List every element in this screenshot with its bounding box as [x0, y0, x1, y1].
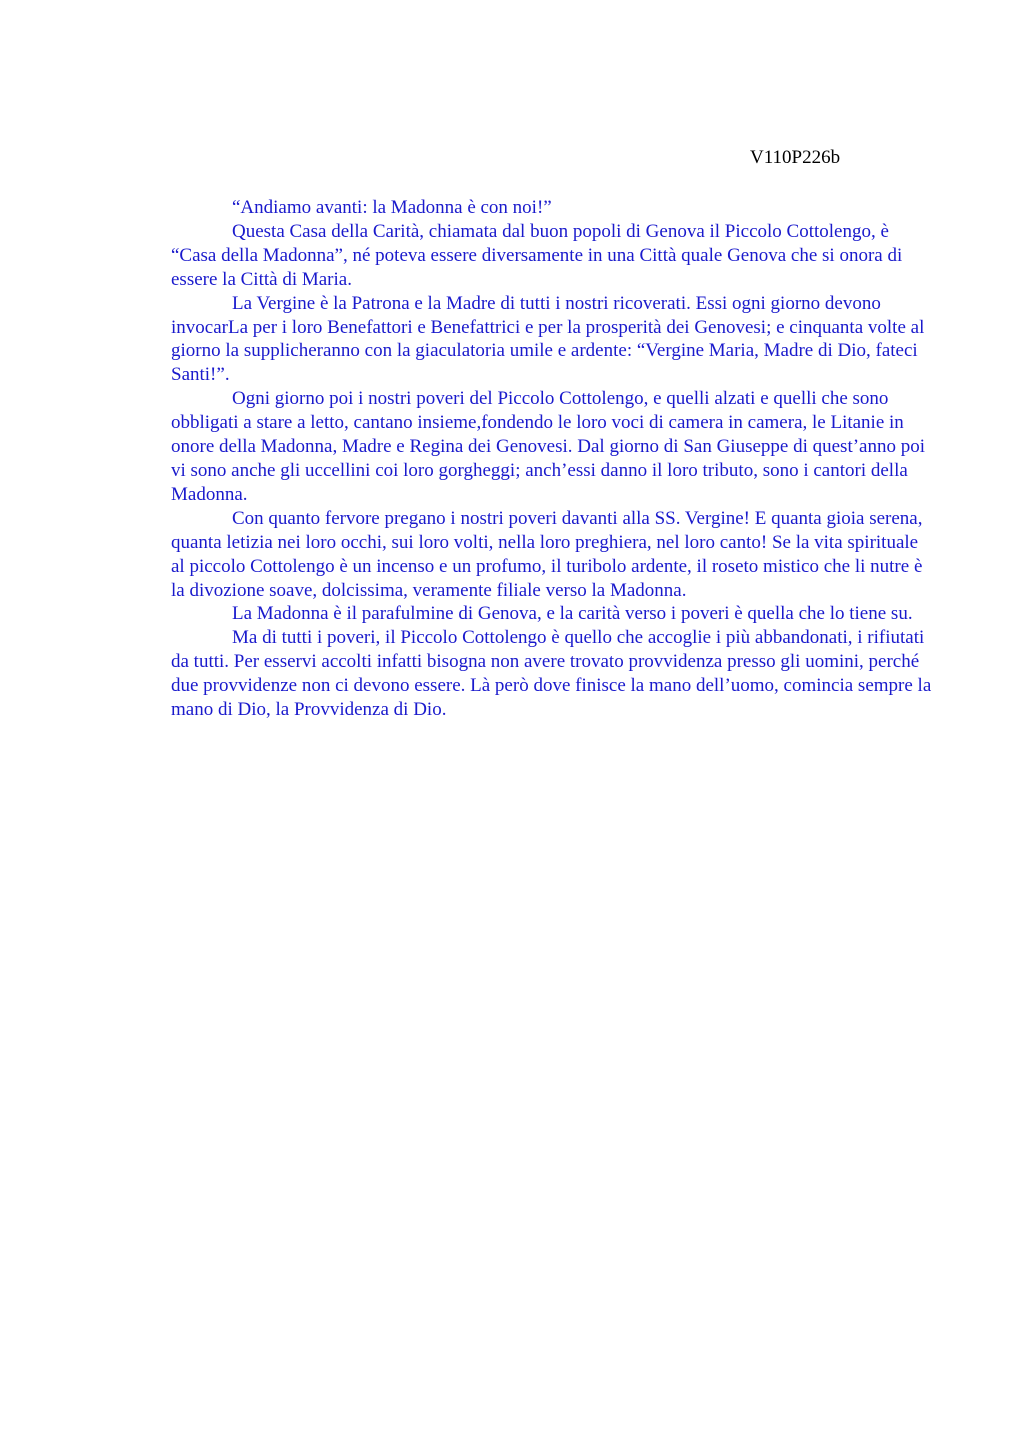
- paragraph: Con quanto fervore pregano i nostri poveri davanti alla SS. Vergine! E quanta gioia serena, quanta letizia nei loro occhi, sui loro volti, nella loro preghiera, nel loro canto! Se la vita spirituale al piccolo Cottolengo è un incenso e un profumo, il turibolo ardente, il roseto mistico che li nutre è la divozione soave, dolcissima, veramente filiale verso la Madonna.: [171, 507, 923, 601]
- document-body: [171, 196, 933, 722]
- paragraph: Questa Casa della Carità, chiamata dal buon popoli di Genova il Piccolo Cottolengo, è “Casa della Madonna”, né poteva essere diversamente in una Città quale Genova che si onora di essere la Città di Maria.: [171, 220, 903, 290]
- paragraph: La Madonna è il parafulmine di Genova, e la carità verso i poveri è quella che lo tiene su.: [232, 603, 913, 625]
- paragraph: Ogni giorno poi i nostri poveri del Piccolo Cottolengo, e quelli alzati e quelli che sono obbligati a stare a letto, cantano insieme,fondendo le loro voci di camera in camera, le Litanie in onore della Madonna, Madre e Regina dei Genovesi. Dal giorno di San Giuseppe di quest’anno poi vi sono anche gli uccellini coi loro gorgheggi; anch’essi danno il loro tributo, sono i cantori della Madonna.: [171, 388, 926, 505]
- paragraph: La Vergine è la Patrona e la Madre di tutti i nostri ricoverati. Essi ogni giorno devono invocarLa per i loro Benefattori e Benefattrici e per la prosperità dei Genovesi; e cinquanta volte al giorno la supplicheranno con la giaculatoria umile e ardente: “Vergine Maria, Madre di Dio, fateci Santi!”.: [171, 292, 925, 386]
- paragraph: Ma di tutti i poveri, il Piccolo Cottolengo è quello che accoglie i più abbandonati, i rifiutati da tutti. Per esservi accolti infatti bisogna non avere trovato provvidenza presso gli uomini, perché due provvidenze non ci devono essere. Là però dove finisce la mano dell’uomo, comincia sempre la mano di Dio, la Provvidenza di Dio.: [171, 627, 932, 721]
- paragraph: “Andiamo avanti: la Madonna è con noi!”: [232, 197, 552, 218]
- document-id: V110P226b: [750, 147, 841, 168]
